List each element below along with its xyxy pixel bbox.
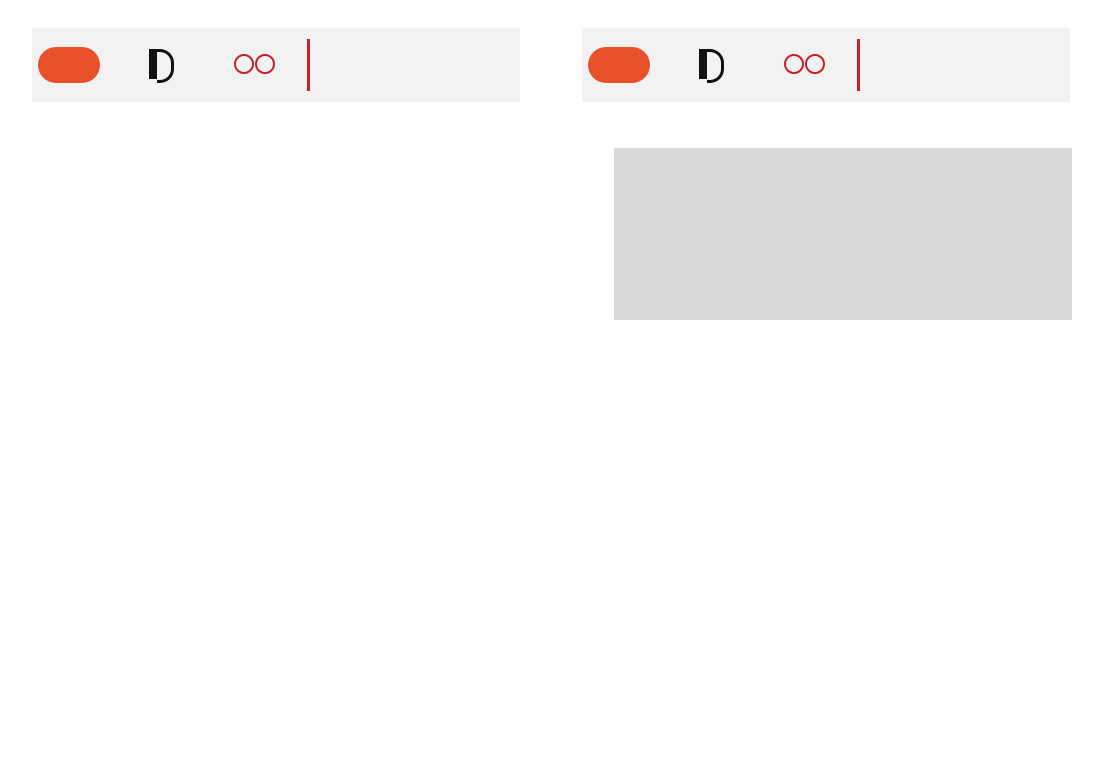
isoc-mark-icon bbox=[784, 54, 825, 74]
logo-bar-left bbox=[32, 28, 520, 102]
podlaskie-logo bbox=[994, 50, 1064, 81]
soclab-logo bbox=[38, 47, 100, 83]
teatr-logo bbox=[668, 47, 752, 83]
page-right bbox=[550, 0, 1100, 778]
bison-icon bbox=[1001, 50, 1057, 80]
isoc-logo bbox=[769, 54, 839, 76]
isoc-mark-icon bbox=[234, 54, 275, 74]
logo-bar-right bbox=[582, 28, 1070, 102]
teatr-logo bbox=[118, 47, 202, 83]
ministry-logo bbox=[307, 39, 427, 91]
isoc-logo bbox=[219, 54, 289, 76]
ministry-logo bbox=[857, 39, 977, 91]
teatr-mark-icon bbox=[695, 47, 725, 81]
teatr-mark-icon bbox=[145, 47, 175, 81]
chart8 bbox=[614, 148, 1072, 320]
bison-icon bbox=[451, 50, 507, 80]
podlaskie-logo bbox=[444, 50, 514, 81]
soclab-logo bbox=[588, 47, 650, 83]
chart8-svg bbox=[614, 148, 1072, 320]
